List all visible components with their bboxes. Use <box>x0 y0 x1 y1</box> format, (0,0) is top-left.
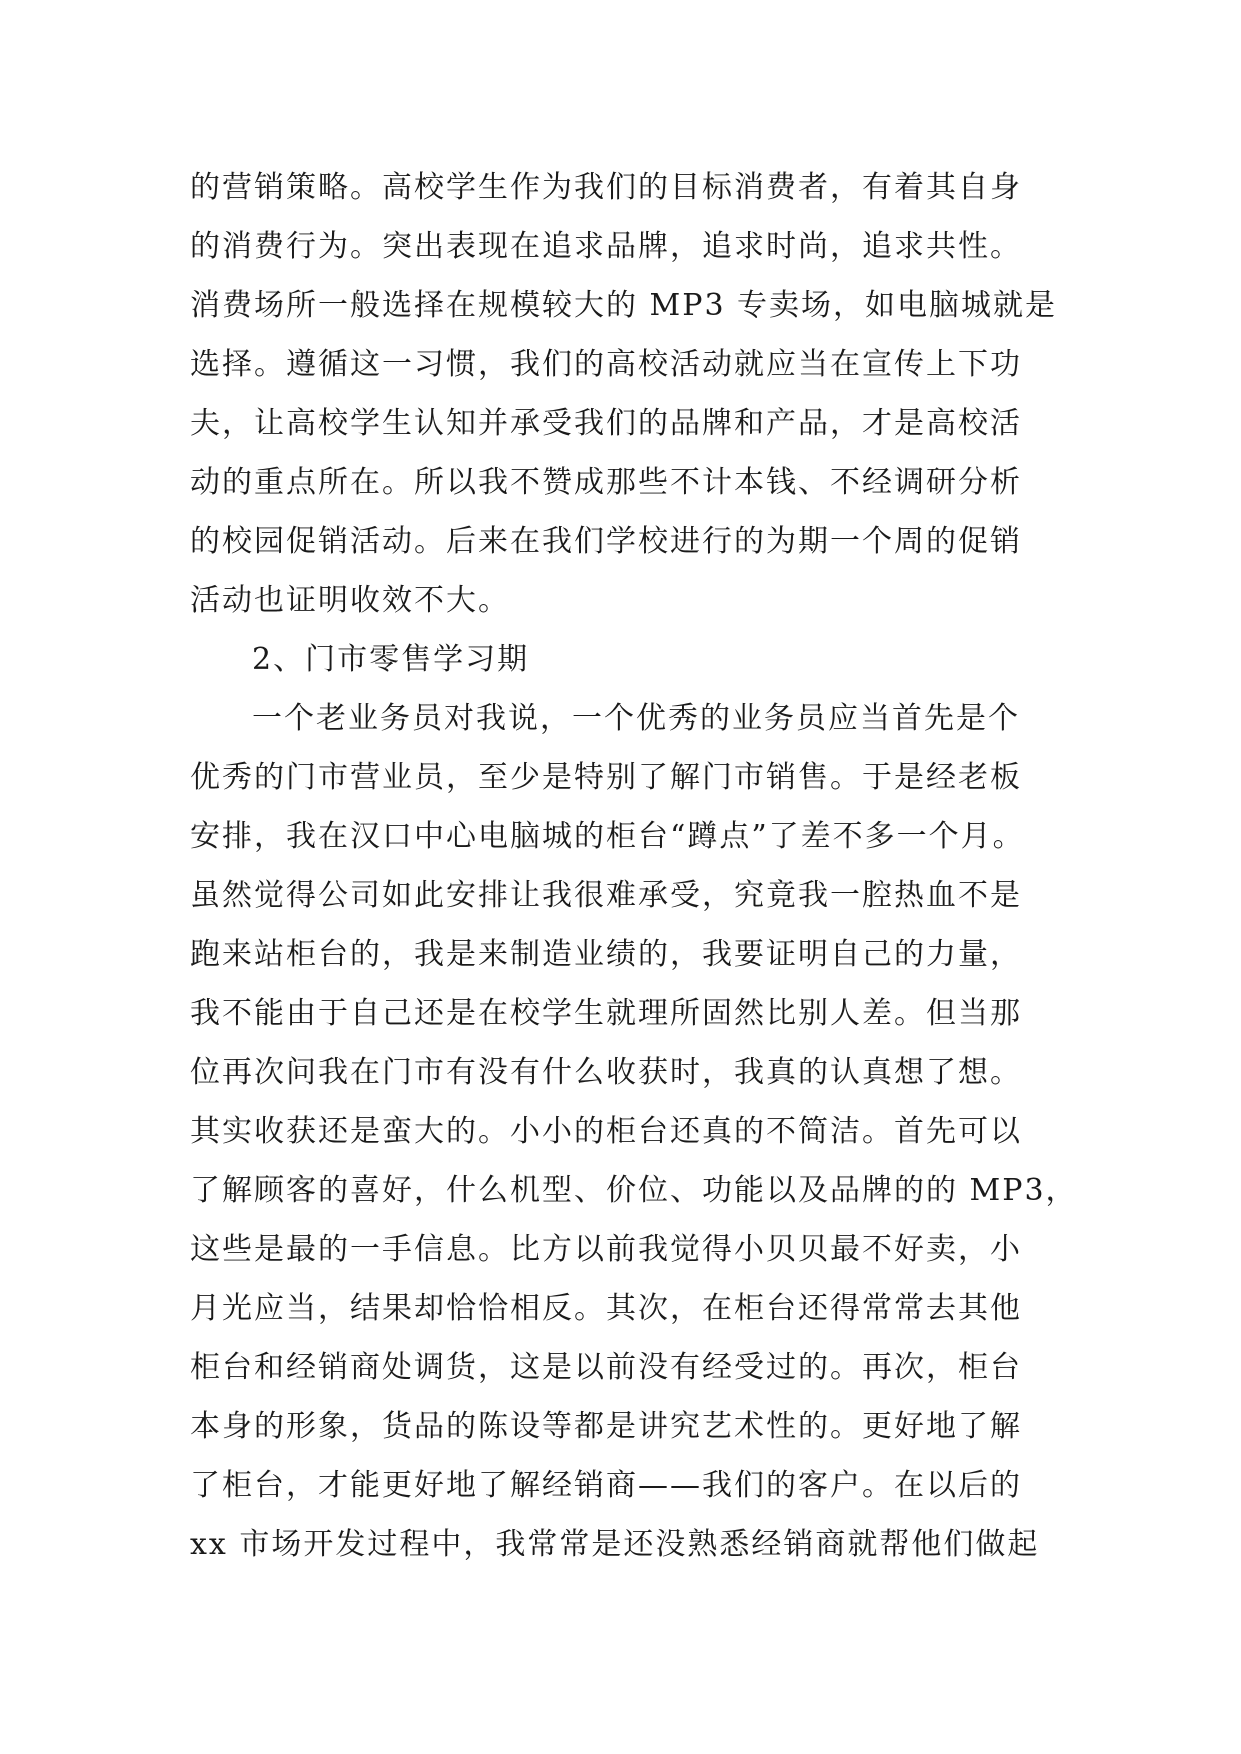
section-heading: 2、门市零售学习期 <box>252 642 530 677</box>
paragraph-start-line: 一个老业务员对我说，一个优秀的业务员应当首先是个 <box>252 701 1020 736</box>
text-line: 我不能由于自己还是在校学生就理所固然比别人差。但当那 <box>190 996 1022 1031</box>
text-line: 位再次问我在门市有没有什么收获时，我真的认真想了想。 <box>190 1055 1022 1090</box>
text-line: 跑来站柜台的，我是来制造业绩的，我要证明自己的力量， <box>190 937 1022 972</box>
text-line: 了柜台，才能更好地了解经销商——我们的客户。在以后的 <box>190 1468 1022 1503</box>
text-line: 的校园促销活动。后来在我们学校进行的为期一个周的促销 <box>190 524 1022 559</box>
text-line: 活动也证明收效不大。 <box>190 583 510 618</box>
text-line: 选择。遵循这一习惯，我们的高校活动就应当在宣传上下功 <box>190 347 1022 382</box>
body-text <box>190 158 1078 1574</box>
text-line: 了解顾客的喜好，什么机型、价位、功能以及品牌的的 MP3， <box>190 1173 1078 1208</box>
text-line: 其实收获还是蛮大的。小小的柜台还真的不简洁。首先可以 <box>190 1114 1022 1149</box>
text-line: 动的重点所在。所以我不赞成那些不计本钱、不经调研分析 <box>190 465 1022 500</box>
text-line: 本身的形象，货品的陈设等都是讲究艺术性的。更好地了解 <box>190 1409 1022 1444</box>
text-line: 柜台和经销商处调货，这是以前没有经受过的。再次，柜台 <box>190 1350 1022 1385</box>
text-line: 安排，我在汉口中心电脑城的柜台“蹲点”了差不多一个月。 <box>190 819 1025 854</box>
text-line: 夫，让高校学生认知并承受我们的品牌和产品，才是高校活 <box>190 406 1022 441</box>
text-line: 的营销策略。高校学生作为我们的目标消费者，有着其自身 <box>190 170 1022 205</box>
text-line: xx 市场开发过程中，我常常是还没熟悉经销商就帮他们做起 <box>190 1527 1040 1562</box>
text-line: 虽然觉得公司如此安排让我很难承受，究竟我一腔热血不是 <box>190 878 1022 913</box>
text-line: 的消费行为。突出表现在追求品牌，追求时尚，追求共性。 <box>190 229 1022 264</box>
text-line: 消费场所一般选择在规模较大的 MP3 专卖场，如电脑城就是 <box>190 288 1058 323</box>
text-line: 月光应当，结果却恰恰相反。其次，在柜台还得常常去其他 <box>190 1291 1022 1326</box>
text-line: 优秀的门市营业员，至少是特别了解门市销售。于是经老板 <box>190 760 1022 795</box>
text-line: 这些是最的一手信息。比方以前我觉得小贝贝最不好卖，小 <box>190 1232 1022 1267</box>
